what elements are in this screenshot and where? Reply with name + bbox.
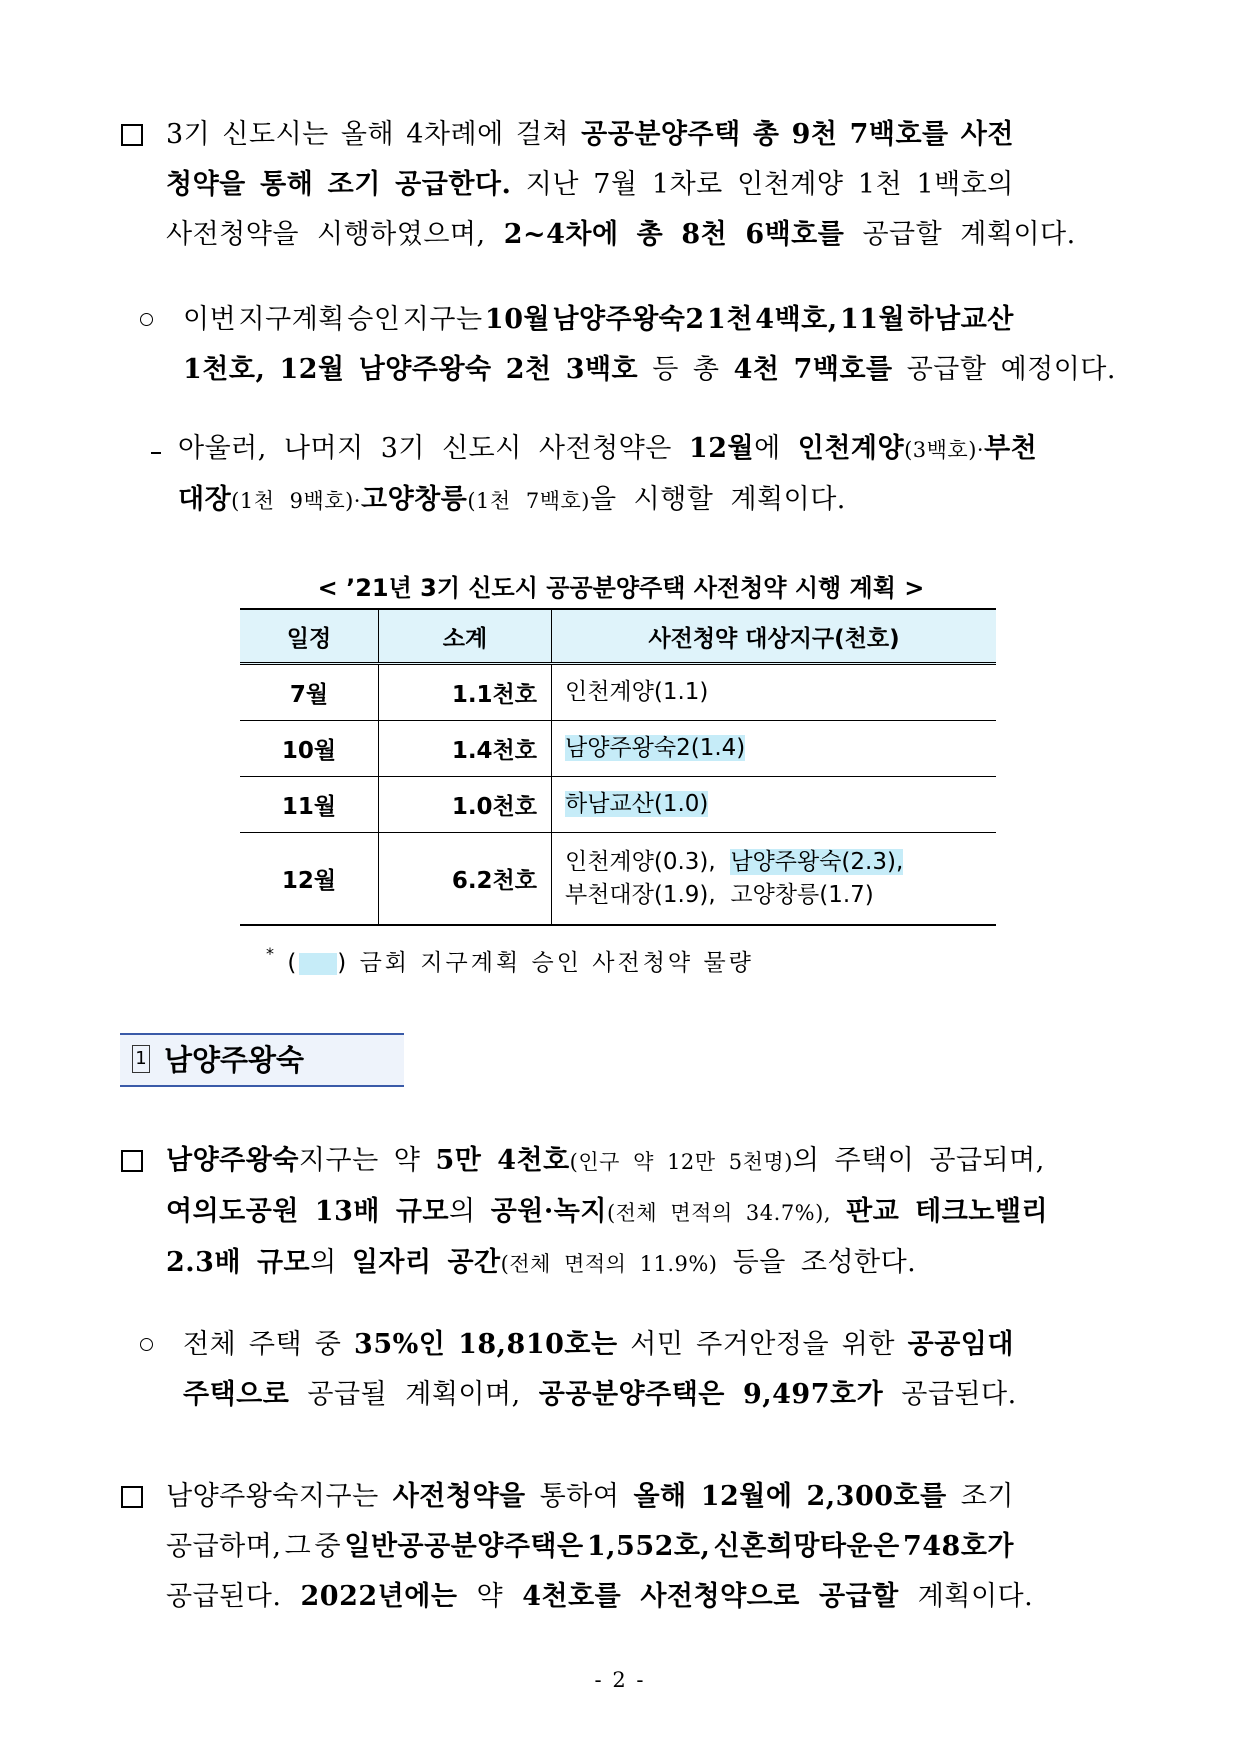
paragraph-1 <box>166 110 1076 260</box>
p6-line-2 <box>166 1522 1014 1572</box>
word: 공급한다. <box>395 169 512 200</box>
word: 공급된다. <box>901 1379 1017 1410</box>
cell-sites <box>552 833 997 926</box>
word: 주거안정을 <box>696 1329 830 1360</box>
word: 걸쳐 <box>515 119 569 150</box>
word: 7월 <box>593 169 638 200</box>
word: 계획이며, <box>405 1379 521 1410</box>
text: 대장 <box>178 484 232 515</box>
word: 사전청약을 <box>166 219 299 250</box>
footnote-star: * <box>266 944 277 963</box>
word: 예정이다. <box>1000 354 1116 385</box>
cell-sites <box>552 664 997 721</box>
text: 의 <box>310 1247 337 1278</box>
p2-line-1 <box>183 295 1014 345</box>
highlight-swatch <box>299 953 337 975</box>
square-bullet-icon <box>121 1150 143 1172</box>
footnote-text: 금회 지구계획 승인 사전청약 물량 <box>359 950 754 976</box>
p3-line-2 <box>178 475 1014 526</box>
site-text-highlighted: 남양주왕숙2(1.4) <box>565 735 746 761</box>
cell-subtotal: 6.2천호 <box>379 833 552 926</box>
word: 주택으로 <box>183 1379 290 1410</box>
p6-line-1 <box>166 1472 1014 1522</box>
word: 통하여 <box>539 1481 620 1512</box>
cell-sites <box>552 721 997 777</box>
text: 지구는 약 <box>298 1145 421 1176</box>
word: 등 <box>652 354 679 385</box>
word: 4백호, <box>755 304 838 335</box>
p1-line-3 <box>166 210 1076 260</box>
text: 아울러, 나머지 3기 신도시 사전청약은 <box>178 433 672 464</box>
word: 중 <box>314 1329 342 1360</box>
text: 판교 테크노밸리 <box>846 1196 1049 1227</box>
header-subtotal: 소계 <box>379 609 552 664</box>
word: 11월 <box>840 304 906 335</box>
word: 사전청약으로 <box>640 1581 800 1612</box>
text: 2.3배 규모 <box>166 1247 311 1278</box>
header-schedule: 일정 <box>240 609 379 664</box>
word: 인천계양 <box>737 169 844 200</box>
p1-line-2 <box>166 160 1014 210</box>
word: 4천호를 <box>522 1581 622 1612</box>
word: 7백호를 <box>793 354 893 385</box>
text: 12월 <box>688 433 755 464</box>
word: 약 <box>476 1581 504 1612</box>
circle-bullet-icon <box>140 313 153 326</box>
word: 사전 <box>960 119 1014 150</box>
word: 남양주왕숙지구는 <box>166 1481 379 1512</box>
p5-line-2 <box>183 1370 1017 1420</box>
word: 총 <box>692 354 720 385</box>
cell-month: 12월 <box>240 833 379 926</box>
paragraph-4 <box>166 1136 1049 1289</box>
p4-line-1 <box>166 1136 1045 1187</box>
word: 10월 <box>484 304 551 335</box>
word: 하남교산 <box>907 304 1014 335</box>
word: 6백호를 <box>745 219 845 250</box>
sites-line-1 <box>565 846 995 879</box>
text: 여의도공원 13배 규모 <box>166 1196 450 1227</box>
word: 올해 <box>340 119 395 150</box>
word: 2,300호를 <box>806 1481 947 1512</box>
text: 남양주왕숙 <box>166 1145 299 1176</box>
word: 공급할 <box>818 1581 899 1612</box>
paragraph-3 <box>178 424 1038 526</box>
word: 지구계획 <box>238 304 345 335</box>
word: 중 <box>314 1531 342 1562</box>
cell-month: 11월 <box>240 777 379 833</box>
cell-sites <box>552 777 997 833</box>
cell-subtotal: 1.1천호 <box>379 664 552 721</box>
word: 올해 <box>633 1481 687 1512</box>
p4-line-3 <box>166 1238 1014 1289</box>
section-heading <box>120 1033 404 1087</box>
word: 서민 <box>630 1329 684 1360</box>
word: 공공임대 <box>907 1329 1014 1360</box>
word: 1천호, <box>183 354 266 385</box>
table-footnote <box>266 944 754 977</box>
paragraph-6 <box>166 1472 1034 1622</box>
word: 사전청약을 <box>392 1481 526 1512</box>
text: (전체 면적의 34.7%), <box>606 1201 832 1225</box>
word: 신혼희망타운은 <box>713 1531 900 1562</box>
text: 5만 4천호 <box>435 1145 570 1176</box>
word: 남양주왕숙 <box>358 354 492 385</box>
word: 전체 <box>183 1329 237 1360</box>
text: (1천 7백호) <box>467 489 590 513</box>
table-row <box>240 721 996 777</box>
p2-line-2 <box>183 345 1116 395</box>
paragraph-2 <box>183 295 1116 395</box>
word: 18,810호는 <box>458 1329 618 1360</box>
p5-line-1 <box>183 1320 1014 1370</box>
word: 4차례에 <box>406 119 504 150</box>
word: 12월 <box>279 354 345 385</box>
text: (3백호)· <box>904 438 985 462</box>
word: 지난 <box>525 169 579 200</box>
text: 부천 <box>984 433 1038 464</box>
word: 지구는 <box>402 304 483 335</box>
word: 위한 <box>841 1329 895 1360</box>
page-number: - 2 - <box>594 1668 646 1692</box>
square-bullet-icon <box>121 124 143 146</box>
table-row <box>240 833 996 926</box>
word: 12월에 <box>700 1481 793 1512</box>
table-row <box>240 777 996 833</box>
footnote-paren: ( <box>287 950 300 976</box>
site-text: 인천계양(0.3), <box>565 848 716 875</box>
word: 7백호를 <box>849 119 949 150</box>
p1-line-1 <box>166 110 1014 160</box>
word: 3백호 <box>565 354 639 385</box>
text: 등을 조성한다. <box>732 1247 917 1278</box>
text: (1천 9백호)· <box>231 489 361 513</box>
word: 조기 <box>327 169 381 200</box>
text: (인구 약 12만 5천명) <box>569 1150 793 1174</box>
word: 공급된다. <box>166 1581 282 1612</box>
word: 통해 <box>260 169 314 200</box>
word: 시행하였으며, <box>317 219 486 250</box>
text: (전체 면적의 11.9%) <box>500 1252 718 1276</box>
word: 35%인 <box>354 1329 446 1360</box>
word: 조기 <box>960 1481 1014 1512</box>
section-number: 1 <box>132 1045 150 1073</box>
word: 8천 <box>681 219 728 250</box>
table-row <box>240 664 996 721</box>
word: 청약을 <box>166 169 246 200</box>
word: 9천 <box>791 119 838 150</box>
text: 일자리 공간 <box>351 1247 501 1278</box>
circle-bullet-icon <box>140 1338 153 1351</box>
cell-month: 10월 <box>240 721 379 777</box>
text: 공원·녹지 <box>490 1196 607 1227</box>
word: 이번 <box>183 304 237 335</box>
word: 1천 <box>707 304 753 335</box>
cell-subtotal: 1.4천호 <box>379 721 552 777</box>
word: 일반공공분양주택은 <box>344 1531 584 1562</box>
header-target-sites: 사전청약 대상지구(천호) <box>552 609 997 664</box>
word: 1,552호, <box>586 1531 711 1562</box>
word: 계획이다. <box>960 219 1076 250</box>
word: 1차로 <box>651 169 723 200</box>
word: 총 <box>752 119 780 150</box>
word: 2022년에는 <box>300 1581 458 1612</box>
paragraph-5 <box>183 1320 1017 1420</box>
word: 공급될 <box>307 1379 388 1410</box>
p4-line-2 <box>166 1187 1049 1238</box>
word: 1천 <box>857 169 903 200</box>
text: 의 <box>449 1196 476 1227</box>
table-caption: < ’21년 3기 신도시 공공분양주택 사전청약 시행 계획 > <box>317 574 925 602</box>
presale-plan-table <box>240 608 996 926</box>
site-text: 부천대장(1.9), <box>565 881 716 908</box>
footnote-paren: ) <box>337 950 350 976</box>
text: 고양창릉 <box>361 484 468 515</box>
text: 을 시행할 계획이다. <box>589 484 846 515</box>
table-header-row <box>240 609 996 664</box>
word: 3기 <box>166 119 211 150</box>
dash-bullet-icon <box>151 452 161 454</box>
site-text-highlighted: 남양주왕숙(2.3), <box>730 848 904 875</box>
p3-line-1 <box>178 424 1038 475</box>
section-title: 남양주왕숙 <box>164 1043 305 1077</box>
word: 주택 <box>248 1329 303 1360</box>
cell-month: 7월 <box>240 664 379 721</box>
text: 의 주택이 공급되며, <box>792 1145 1045 1176</box>
word: 공급하며, <box>166 1531 282 1562</box>
word: 공급할 <box>862 219 943 250</box>
word: 그 <box>284 1531 312 1562</box>
word: 1백호의 <box>916 169 1014 200</box>
text: 에 <box>754 433 781 464</box>
word: 총 <box>636 219 664 250</box>
word: 남양주왕숙2 <box>552 304 705 335</box>
word: 9,497호가 <box>742 1379 884 1410</box>
word: 4천 <box>733 354 780 385</box>
sites-line-2 <box>565 879 995 912</box>
site-text: 고양창릉(1.7) <box>730 881 874 908</box>
cell-subtotal: 1.0천호 <box>379 777 552 833</box>
word: 공공분양주택은 <box>538 1379 725 1410</box>
text: 인천계양 <box>797 433 905 464</box>
word: 2~4차에 <box>503 219 619 250</box>
square-bullet-icon <box>121 1486 143 1508</box>
word: 계획이다. <box>917 1581 1034 1612</box>
word: 승인 <box>347 304 401 335</box>
site-text: 인천계양(1.1) <box>565 679 709 705</box>
word: 2천 <box>505 354 552 385</box>
site-text-highlighted: 하남교산(1.0) <box>565 791 709 817</box>
word: 공급할 <box>906 354 987 385</box>
word: 748호가 <box>902 1531 1014 1562</box>
word: 공공분양주택 <box>581 119 741 150</box>
word: 신도시는 <box>222 119 329 150</box>
p6-line-3 <box>166 1572 1034 1622</box>
